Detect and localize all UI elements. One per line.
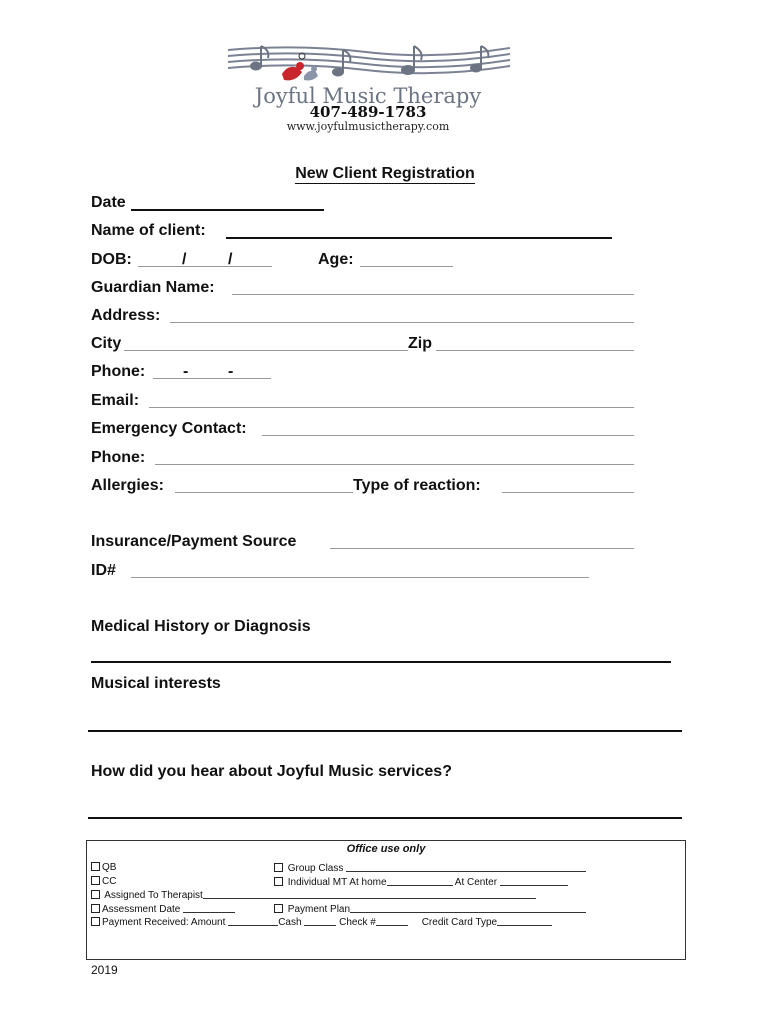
guardian-field[interactable]	[232, 294, 634, 295]
client-name-field[interactable]	[226, 237, 612, 239]
checkbox-icon	[91, 904, 100, 913]
phone-label: Phone:	[91, 363, 146, 380]
musical-interests-field[interactable]	[88, 730, 682, 732]
musical-interests-label: Musical interests	[91, 675, 221, 692]
checkbox-icon	[91, 917, 100, 926]
cc-checkbox[interactable]: CC	[91, 876, 116, 887]
date-field[interactable]	[131, 209, 324, 211]
checkbox-icon	[91, 876, 100, 885]
address-label: Address:	[91, 307, 161, 324]
logo-url: www.joyfulmusictherapy.com	[286, 120, 450, 133]
logo-phone: 407-489-1783	[309, 103, 427, 121]
checkbox-icon	[91, 890, 100, 899]
guardian-label: Guardian Name:	[91, 279, 215, 296]
checkbox-icon	[274, 863, 283, 872]
dob-separator: /	[228, 251, 233, 268]
emergency-phone-field[interactable]	[155, 464, 634, 465]
payment-plan-checkbox[interactable]: Payment Plan	[274, 903, 586, 915]
referral-source-field[interactable]	[88, 817, 682, 819]
medical-history-label: Medical History or Diagnosis	[91, 618, 311, 635]
individual-mt-checkbox[interactable]: Individual MT At home At Center	[274, 876, 568, 888]
phone-separator: -	[183, 363, 189, 380]
emergency-contact-field[interactable]	[262, 435, 634, 436]
dob-separator: /	[182, 251, 187, 268]
phone-separator: -	[228, 363, 234, 380]
client-name-label: Name of client:	[91, 222, 206, 239]
zip-label: Zip	[408, 335, 432, 352]
checkbox-icon	[91, 862, 100, 871]
office-use-heading: Office use only	[346, 843, 426, 855]
zip-field[interactable]	[436, 350, 634, 351]
id-label: ID#	[91, 562, 116, 579]
music-staff-icon	[226, 42, 512, 86]
insurance-field[interactable]	[330, 548, 634, 549]
date-label: Date	[91, 194, 126, 211]
referral-source-label: How did you hear about Joyful Music services?	[91, 763, 452, 780]
page-title: New Client Registration	[295, 165, 475, 182]
medical-history-field[interactable]	[91, 661, 671, 663]
allergies-field[interactable]	[175, 492, 353, 493]
checkbox-icon	[274, 904, 283, 913]
reaction-label: Type of reaction:	[353, 477, 481, 494]
allergies-label: Allergies:	[91, 477, 164, 494]
insurance-label: Insurance/Payment Source	[91, 533, 297, 550]
age-field[interactable]	[360, 266, 453, 267]
logo-name: Joyful Music Therapy	[254, 84, 482, 108]
payment-received-checkbox[interactable]: Payment Received: Amount Cash Check # Credit Card Type	[91, 916, 552, 928]
id-field[interactable]	[131, 577, 589, 578]
age-label: Age:	[318, 251, 354, 268]
city-field[interactable]	[124, 350, 408, 351]
therapist-line[interactable]	[274, 889, 536, 901]
form-year: 2019	[91, 963, 118, 977]
assigned-therapist-checkbox[interactable]: Assigned To Therapist	[91, 889, 261, 901]
dob-label: DOB:	[91, 251, 132, 268]
reaction-field[interactable]	[502, 492, 634, 493]
email-field[interactable]	[149, 407, 634, 408]
city-label: City	[91, 335, 122, 352]
emergency-phone-label: Phone:	[91, 449, 146, 466]
qb-checkbox[interactable]: QB	[91, 862, 116, 873]
address-field[interactable]	[170, 322, 634, 323]
email-label: Email:	[91, 392, 140, 409]
assessment-date-checkbox[interactable]: Assessment Date	[91, 903, 235, 915]
phone-field[interactable]	[153, 378, 271, 379]
dob-field[interactable]	[138, 266, 272, 267]
office-use-box	[86, 840, 686, 960]
emergency-contact-label: Emergency Contact:	[91, 420, 247, 437]
checkbox-icon	[274, 877, 283, 886]
group-class-checkbox[interactable]: Group Class	[274, 862, 586, 874]
